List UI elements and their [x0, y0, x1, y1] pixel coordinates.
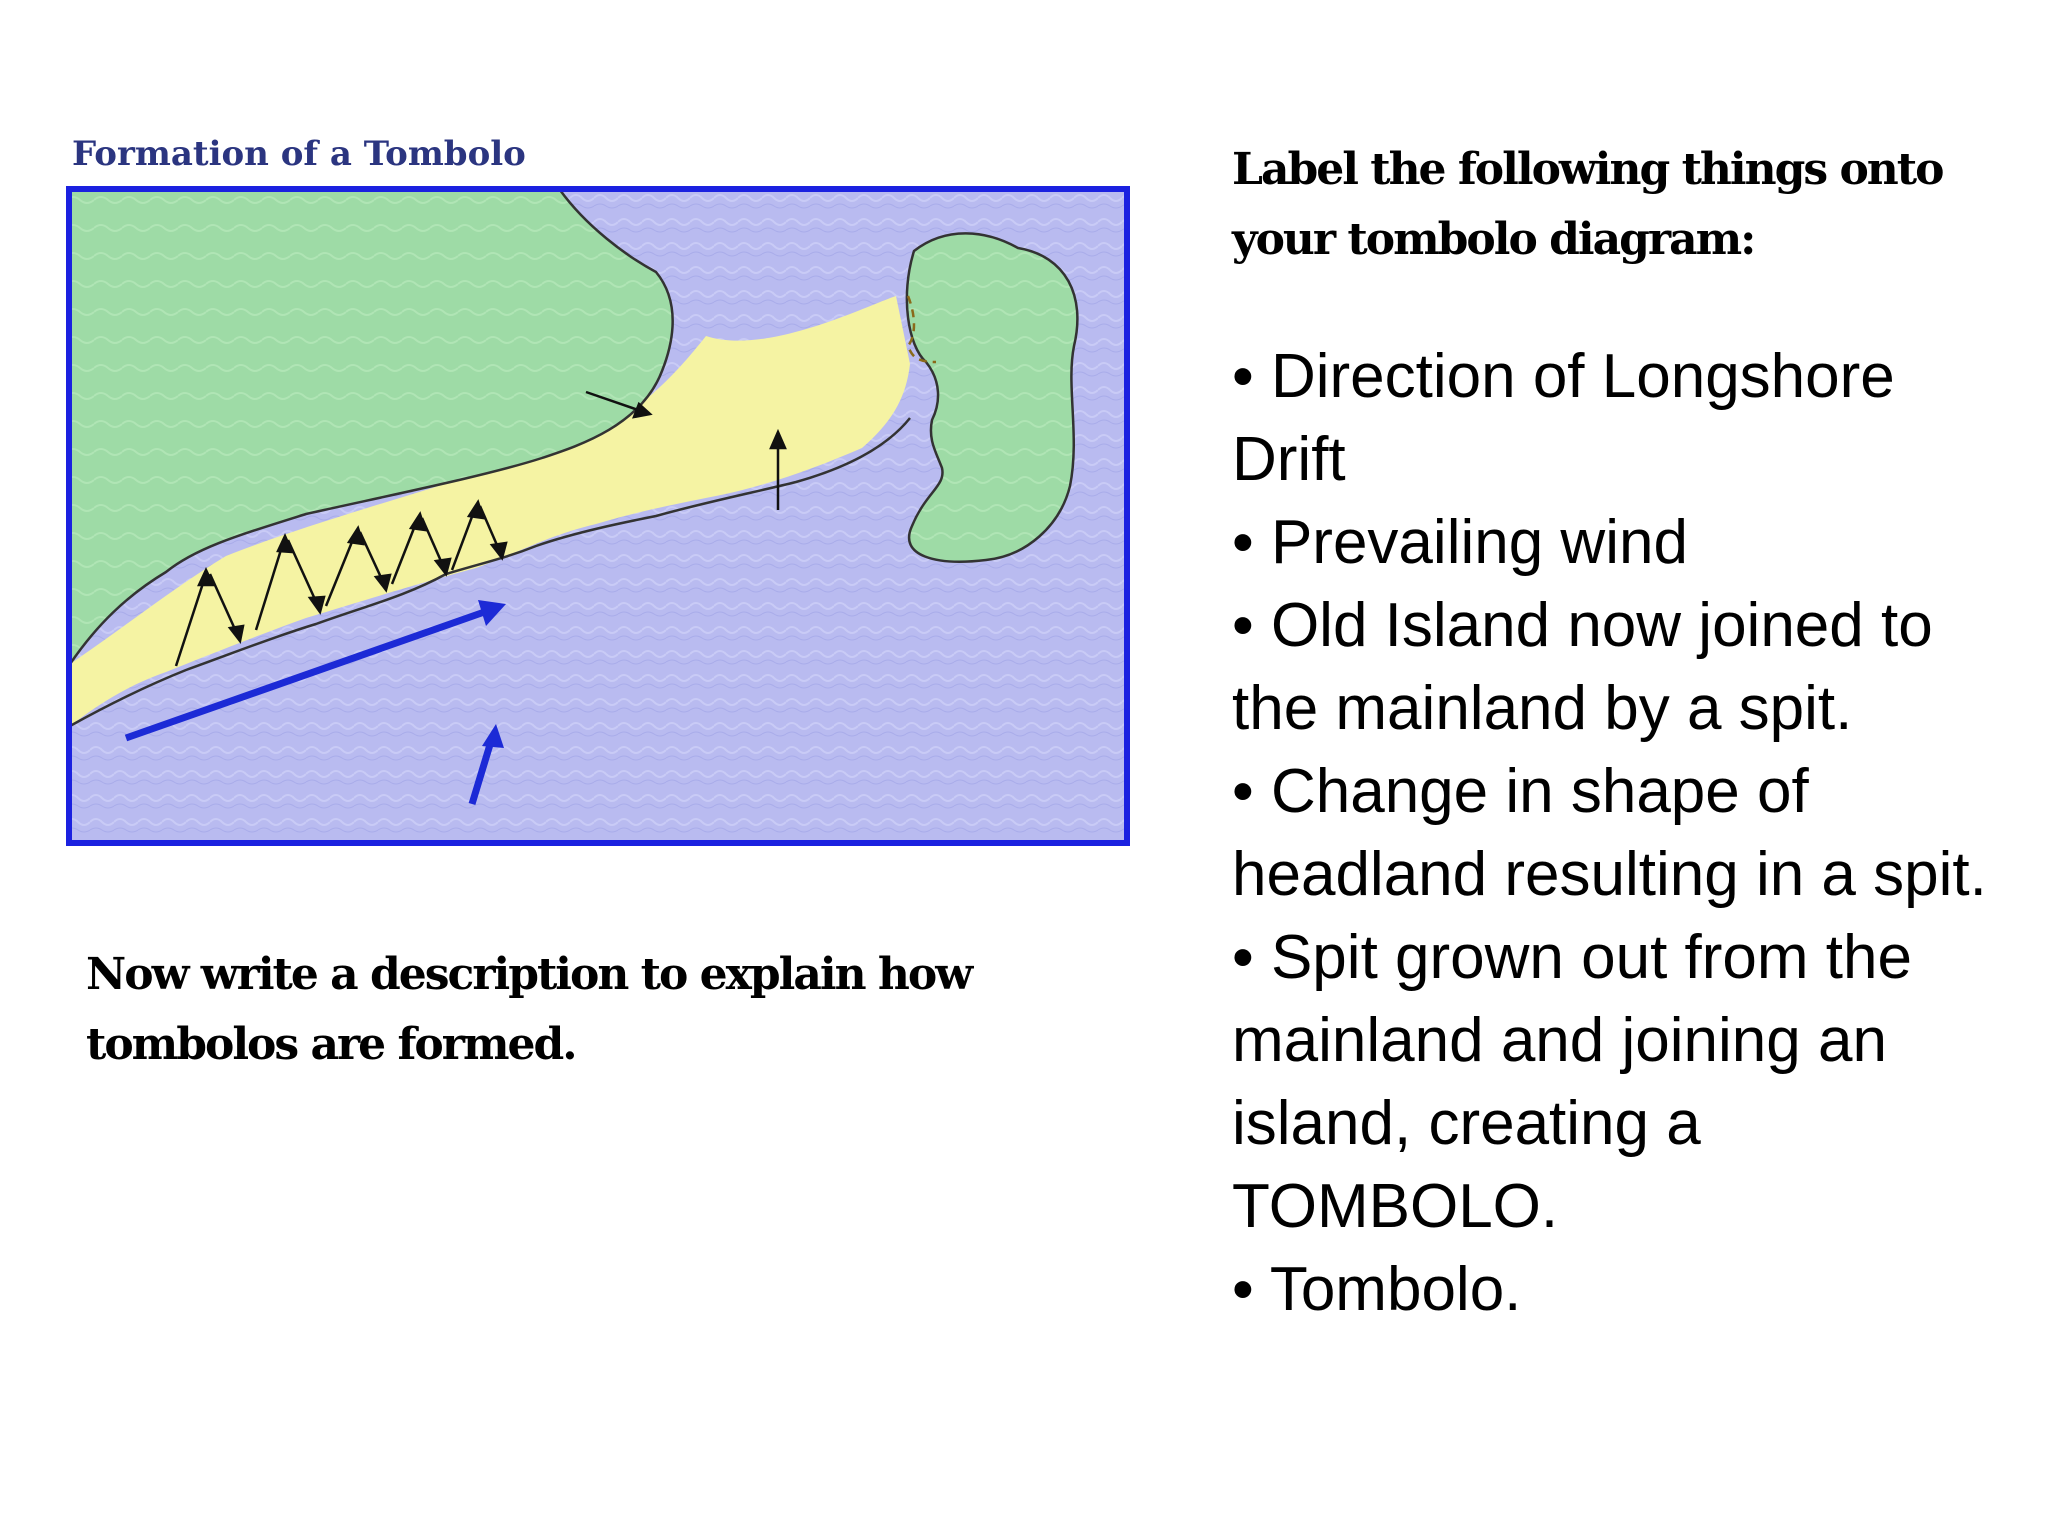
bullet: • [1232, 757, 1254, 826]
instructions-heading: Label the following things onto your tombolo diagram: [1232, 144, 1943, 265]
bullet: • [1232, 342, 1254, 411]
tombolo-diagram [66, 186, 1130, 846]
list-item [1232, 584, 2022, 750]
list-item-text: Change in shape of headland resulting in a spit. [1232, 757, 1987, 909]
list-item-text: Old Island now joined to the mainland by a spit. [1232, 591, 1933, 743]
task-instruction: Now write a description to explain how tombolos are formed. [86, 949, 972, 1070]
list-item-text: Tombolo. [1269, 1255, 1522, 1324]
list-item [1232, 916, 2022, 1248]
list-item-text: Spit grown out from the mainland and joining an island, creating a TOMBOLO. [1232, 923, 1912, 1241]
bullet: • [1232, 923, 1254, 992]
label-list [1232, 335, 2022, 1331]
bullet: • [1232, 591, 1254, 660]
bullet: • [1232, 508, 1254, 577]
list-item [1232, 501, 2022, 584]
list-item-text: Prevailing wind [1270, 508, 1688, 577]
list-item [1232, 1248, 2022, 1331]
list-item [1232, 750, 2022, 916]
list-item [1232, 335, 2022, 501]
diagram-title: Formation of a Tombolo [72, 134, 526, 174]
bullet: • [1232, 1255, 1254, 1324]
list-item-text: Direction of Longshore Drift [1232, 342, 1895, 494]
